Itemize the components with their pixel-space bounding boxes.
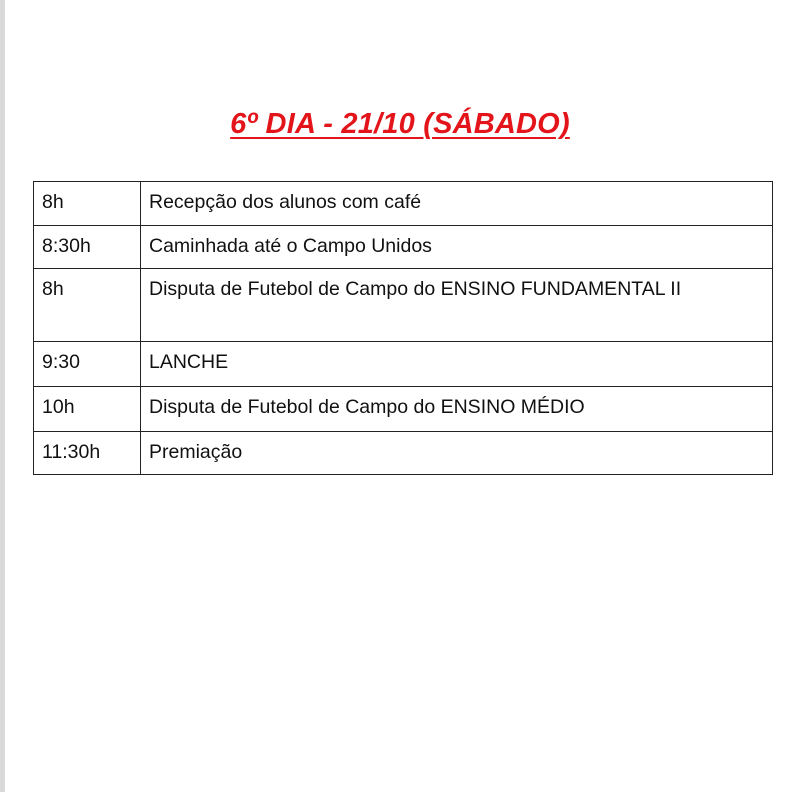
time-cell: 8h (34, 269, 141, 342)
activity-cell: Disputa de Futebol de Campo do ENSINO MÉDIO (141, 387, 773, 432)
time-cell: 8:30h (34, 226, 141, 269)
time-cell: 8h (34, 182, 141, 226)
activity-cell: Recepção dos alunos com café (141, 182, 773, 226)
schedule-row (34, 342, 773, 387)
time-cell: 10h (34, 387, 141, 432)
schedule-row (34, 269, 773, 342)
activity-cell: LANCHE (141, 342, 773, 387)
time-cell: 9:30 (34, 342, 141, 387)
schedule-row (34, 432, 773, 475)
schedule-table (33, 181, 773, 475)
schedule-row (34, 182, 773, 226)
day-title: 6º DIA - 21/10 (SÁBADO) (230, 108, 570, 140)
schedule-row (34, 226, 773, 269)
activity-cell: Premiação (141, 432, 773, 475)
schedule-row (34, 387, 773, 432)
time-cell: 11:30h (34, 432, 141, 475)
activity-cell: Disputa de Futebol de Campo do ENSINO FUNDAMENTAL II (141, 269, 773, 342)
activity-cell: Caminhada até o Campo Unidos (141, 226, 773, 269)
